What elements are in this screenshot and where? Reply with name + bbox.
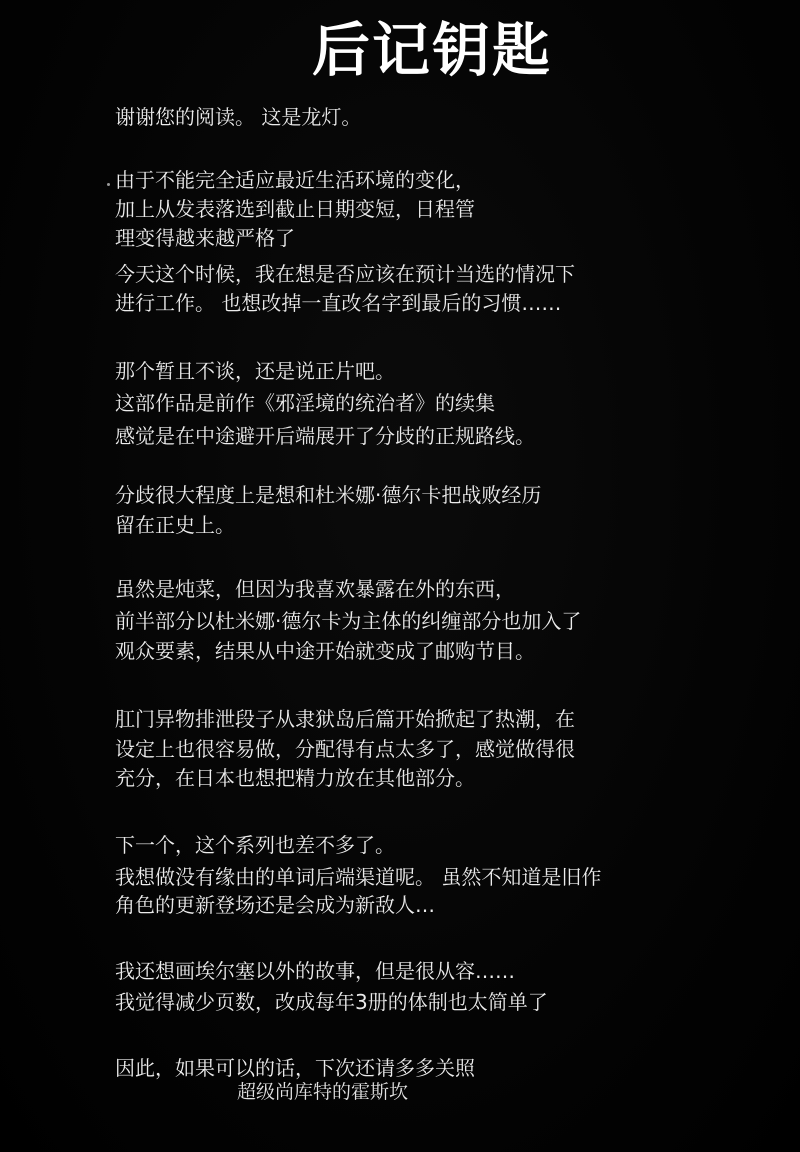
text-line: 留在正史上。 xyxy=(115,513,235,537)
dust-speck xyxy=(107,183,110,186)
text-line: 角色的更新登场还是会成为新敌人… xyxy=(115,893,435,917)
text-line: 分歧很大程度上是想和杜米娜·德尔卡把战败经历 xyxy=(115,483,542,507)
text-line: 加上从发表落选到截止日期变短，日程管 xyxy=(115,197,475,221)
text-line: 谢谢您的阅读。 这是龙灯。 xyxy=(115,105,362,129)
text-line: 下一个，这个系列也差不多了。 xyxy=(115,833,395,857)
text-line: 今天这个时候，我在想是否应该在预计当选的情况下 xyxy=(115,262,575,286)
page-title: 后记钥匙 xyxy=(311,16,552,84)
text-line: 我还想画埃尔塞以外的故事，但是很从容…… xyxy=(115,959,515,983)
text-line: 虽然是炖菜，但因为我喜欢暴露在外的东西， xyxy=(115,577,515,601)
text-line: 前半部分以杜米娜·德尔卡为主体的纠缠部分也加入了 xyxy=(115,609,582,633)
text-line: 设定上也很容易做，分配得有点太多了，感觉做得很 xyxy=(115,737,575,761)
text-line: 充分，在日本也想把精力放在其他部分。 xyxy=(115,766,475,790)
text-line: 因此，如果可以的话，下次还请多多关照 xyxy=(115,1056,475,1080)
text-line: 由于不能完全适应最近生活环境的变化， xyxy=(115,168,475,192)
text-line: 我想做没有缘由的单词后端渠道呢。 虽然不知道是旧作 xyxy=(115,865,602,889)
text-line: 那个暂且不谈，还是说正片吧。 xyxy=(115,359,395,383)
text-line: 理变得越来越严格了 xyxy=(115,226,295,250)
text-line: 我觉得减少页数，改成每年3册的体制也太简单了 xyxy=(115,990,548,1014)
text-line: 这部作品是前作《邪淫境的统治者》的续集 xyxy=(115,391,495,415)
author-signature: 超级尚库特的霍斯坎 xyxy=(237,1081,409,1103)
text-line: 肛门异物排泄段子从隶狱岛后篇开始掀起了热潮，在 xyxy=(115,707,575,731)
text-line: 观众要素，结果从中途开始就变成了邮购节目。 xyxy=(115,639,535,663)
text-line: 感觉是在中途避开后端展开了分歧的正规路线。 xyxy=(115,424,535,448)
text-line: 进行工作。 也想改掉一直改名字到最后的习惯…… xyxy=(115,291,562,315)
